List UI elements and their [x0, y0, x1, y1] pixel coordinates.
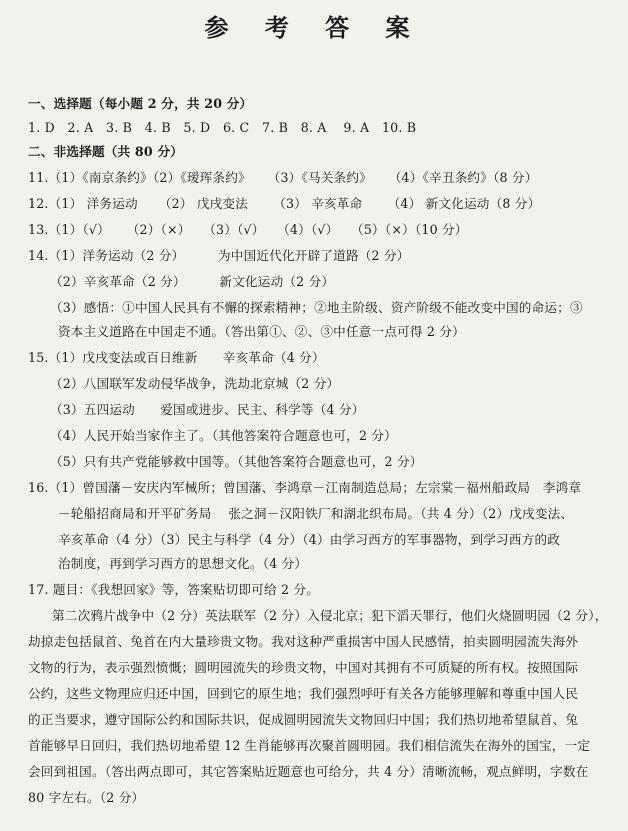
answer-15-line-5: （5）只有共产党能够救中国等。（其他答案符合题意也可，2 分）	[50, 454, 423, 469]
section-1-heading: 一、选择题（每小题 2 分，共 20 分）	[28, 96, 253, 111]
answer-11: 11.（1）《南京条约》（2）《瑷珲条约》 （3）《马关条约》 （4）《辛丑条约》（8 分）	[28, 170, 538, 185]
answer-16-line-3: 辛亥革命（4 分）（3）民主与科学（4 分）（4）由学习西方的军事器物，到学习西方的政	[58, 532, 561, 547]
answer-15-line-2: （2）八国联军发动侵华战争，洗劫北京城（2 分）	[50, 376, 340, 391]
answer-15-line-1: 15.（1）戊戌变法或百日维新 辛亥革命（4 分）	[28, 350, 325, 365]
answer-14-line-1: 14.（1）洋务运动（2 分） 为中国近代化开辟了道路（2 分）	[28, 248, 410, 263]
answer-16-line-4: 治制度，再到学习西方的思想文化。（4 分）	[58, 556, 308, 571]
answer-17-para-line-7: 会回到祖国。（答出两点即可，其它答案贴近题意也可给分，共 4 分）清晰流畅，观点鲜明，字数在	[28, 764, 589, 779]
answer-13: 13.（1）（√） （2）（×） （3）（√） （4）（√） （5）（×）（10 分）	[28, 222, 468, 237]
answer-17-para-line-3: 文物的行为，表示强烈愤慨；圆明园流失的珍贵文物，中国对其拥有不可质疑的所有权。按照国际	[28, 660, 579, 675]
answer-16-line-1: 16.（1）曾国藩－安庆内军械所；曾国藩、李鸿章－江南制造总局；左宗棠－福州船政局 李鸿章	[28, 480, 582, 495]
page-title: 参 考 答 案	[204, 13, 424, 42]
answer-15-line-3: （3）五四运动 爱国或进步、民主、科学等（4 分）	[50, 402, 365, 417]
answer-17-para-line-5: 的正当要求，遵守国际公约和国际共识，促成圆明园流失文物回归中国；我们热切地希望鼠首、兔	[28, 712, 579, 727]
answer-15-line-4: （4）人民开始当家作主了。（其他答案符合题意也可，2 分）	[50, 428, 397, 443]
answer-17-title: 17. 题目：《我想回家》等，答案贴切即可给 2 分。	[28, 582, 320, 597]
answer-16-line-2: －轮船招商局和开平矿务局 张之洞－汉阳铁厂和湖北织布局。（共 4 分）（2）戊戌变法、	[58, 506, 574, 521]
answer-17-para-line-4: 公约，这些文物理应归还中国，回到它的原生地；我们强烈呼吁有关各方能够理解和尊重中国人民	[28, 686, 579, 701]
answer-14-line-2: （2）辛亥革命（2 分） 新文化运动（2 分）	[50, 274, 335, 289]
section-2-heading: 二、非选择题（共 80 分）	[28, 144, 184, 159]
section-1-answers: 1. D 2. A 3. B 4. B 5. D 6. C 7. B 8. A 9. A 10. B	[28, 120, 417, 135]
answer-17-para-line-2: 劫掠走包括鼠首、兔首在内大量珍贵文物。我对这种严重损害中国人民感情，拍卖圆明园流失海外	[28, 634, 579, 649]
answer-17-para-line-6: 首能够早日回归，我们热切地希望 12 生肖能够再次聚首圆明园。我们相信流失在海外的国宝，一定	[28, 738, 591, 753]
answer-12: 12.（1） 洋务运动 （2） 戊戌变法 （3） 辛亥革命 （4） 新文化运动（8 分）	[28, 196, 541, 211]
answer-17-para-line-8: 80 字左右。（2 分）	[28, 790, 145, 805]
answer-14-line-3: （3）感悟：①中国人民具有不懈的探索精神；②地主阶级、资产阶级不能改变中国的命运；③	[50, 300, 583, 315]
answer-17-para-line-1: 第二次鸦片战争中（2 分）英法联军（2 分）入侵北京；犯下滔天罪行，他们火烧圆明园（2 分），	[52, 608, 608, 623]
answer-14-line-4: 资本主义道路在中国走不通。（答出第①、②、③中任意一点可得 2 分）	[58, 324, 465, 339]
